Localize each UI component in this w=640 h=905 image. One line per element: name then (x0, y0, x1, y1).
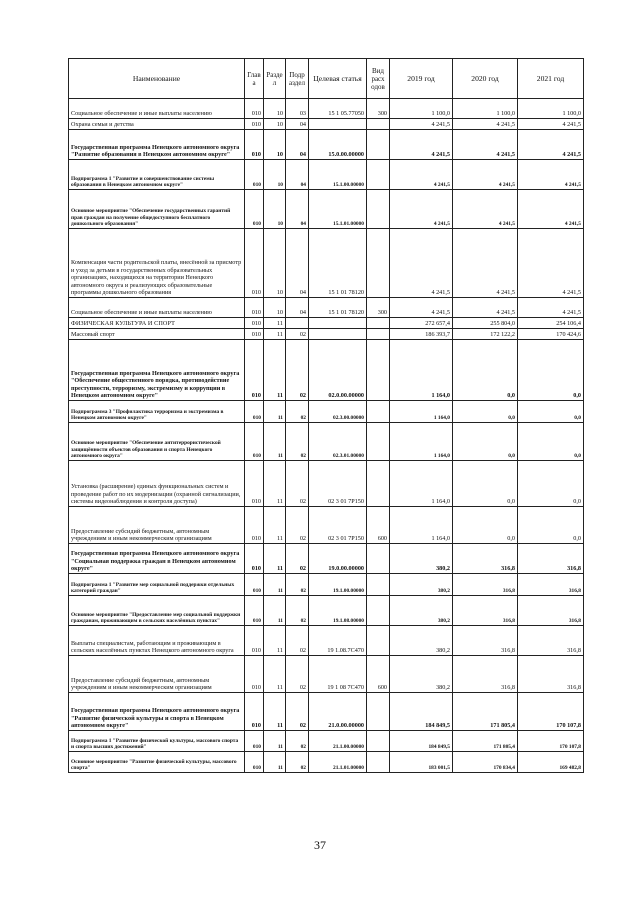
table-row (69, 544, 584, 574)
cell-podrazdel: 02 (286, 656, 309, 693)
cell-target-article: 02.3.01.00000 (309, 423, 367, 461)
cell-expense-type (367, 461, 390, 507)
cell-name: Подпрограмма 3 "Профилактика терроризма и экстремизма в Ненецком автономном округе" (69, 401, 245, 423)
cell-expense-type (367, 423, 390, 461)
cell-name: Основное мероприятие "Обеспечение государственных гарантий прав граждан на получение общедоступного бесплатного дошкольного образования" (69, 190, 245, 229)
cell-year-2019: 1 164,0 (390, 401, 453, 423)
cell-year-2019: 1 164,0 (390, 423, 453, 461)
cell-expense-type (367, 544, 390, 574)
cell-expense-type: 300 (367, 99, 390, 119)
header-year-2019: 2019 год (390, 59, 453, 99)
cell-name: Государственная программа Ненецкого автономного округа "Развитие физической культуры и спорта в Ненецком автономном округе" (69, 693, 245, 731)
cell-podrazdel: 02 (286, 574, 309, 596)
cell-year-2019: 4 241,5 (390, 190, 453, 229)
cell-target-article: 15.1.00.00000 (309, 160, 367, 190)
cell-podrazdel: 04 (286, 130, 309, 160)
cell-name: ФИЗИЧЕСКАЯ КУЛЬТУРА И СПОРТ (69, 318, 245, 329)
cell-year-2019: 380,2 (390, 596, 453, 626)
cell-glava: 010 (245, 160, 264, 190)
cell-name: Предоставление субсидий бюджетным, автономным учреждениям и иным некоммерческим организациям (69, 656, 245, 693)
cell-podrazdel (286, 318, 309, 329)
table-header-row (69, 59, 584, 99)
cell-expense-type (367, 596, 390, 626)
cell-year-2019: 1 164,0 (390, 340, 453, 401)
cell-year-2021: 0,0 (518, 423, 584, 461)
cell-podrazdel: 02 (286, 693, 309, 731)
cell-expense-type (367, 130, 390, 160)
table-row (69, 119, 584, 130)
cell-podrazdel: 04 (286, 190, 309, 229)
cell-glava: 010 (245, 507, 264, 544)
cell-glava: 010 (245, 119, 264, 130)
table-row (69, 229, 584, 298)
cell-name: Предоставление субсидий бюджетным, автономным учреждениям и иным некоммерческим организациям (69, 507, 245, 544)
cell-year-2020: 0,0 (453, 401, 518, 423)
cell-glava: 010 (245, 596, 264, 626)
cell-expense-type (367, 401, 390, 423)
cell-year-2019: 183 001,5 (390, 752, 453, 773)
table-row (69, 656, 584, 693)
cell-year-2019: 4 241,5 (390, 229, 453, 298)
table-row (69, 731, 584, 752)
cell-year-2021: 0,0 (518, 507, 584, 544)
cell-name: Государственная программа Ненецкого автономного округа "Развитие образования в Ненецком автономном округе" (69, 130, 245, 160)
cell-target-article: 02.3.00.00000 (309, 401, 367, 423)
header-year-2021: 2021 год (518, 59, 584, 99)
cell-year-2021: 254 106,4 (518, 318, 584, 329)
table-row (69, 752, 584, 773)
cell-year-2020: 316,8 (453, 596, 518, 626)
table-body (69, 99, 584, 773)
cell-glava: 010 (245, 318, 264, 329)
cell-razdel: 10 (264, 130, 286, 160)
cell-year-2019: 4 241,5 (390, 160, 453, 190)
cell-razdel: 10 (264, 99, 286, 119)
cell-glava: 010 (245, 693, 264, 731)
cell-glava: 010 (245, 423, 264, 461)
cell-podrazdel: 04 (286, 298, 309, 318)
cell-glava: 010 (245, 190, 264, 229)
cell-year-2020: 255 804,0 (453, 318, 518, 329)
cell-target-article: 21.0.00.00000 (309, 693, 367, 731)
cell-target-article: 15 1 01 78120 (309, 229, 367, 298)
cell-target-article: 21.1.00.00000 (309, 731, 367, 752)
cell-glava: 010 (245, 656, 264, 693)
table-row (69, 461, 584, 507)
cell-year-2019: 4 241,5 (390, 130, 453, 160)
page-number: 37 (314, 838, 326, 852)
cell-year-2019: 184 849,5 (390, 693, 453, 731)
cell-expense-type (367, 626, 390, 656)
cell-year-2021: 4 241,5 (518, 130, 584, 160)
header-expense-type: Вид расх одов (367, 59, 390, 99)
cell-name: Государственная программа Ненецкого автономного округа "Социальная поддержка граждан в Ненецком автономном округе" (69, 544, 245, 574)
cell-expense-type: 300 (367, 298, 390, 318)
cell-razdel: 10 (264, 119, 286, 130)
cell-expense-type (367, 119, 390, 130)
cell-expense-type (367, 340, 390, 401)
cell-name: Подпрограмма 1 "Развитие физической культуры, массового спорта и спорта высших достижений" (69, 731, 245, 752)
cell-name: Подпрограмма 1 "Развитие мер социальной поддержки отдельных категорий граждан" (69, 574, 245, 596)
cell-year-2020: 316,8 (453, 656, 518, 693)
table-row (69, 318, 584, 329)
cell-year-2021: 4 241,5 (518, 229, 584, 298)
cell-target-article (309, 329, 367, 340)
cell-target-article: 15 1 05.77050 (309, 99, 367, 119)
cell-year-2019: 380,2 (390, 626, 453, 656)
table-row (69, 329, 584, 340)
cell-year-2019: 272 657,4 (390, 318, 453, 329)
cell-year-2020: 4 241,5 (453, 160, 518, 190)
cell-year-2020: 316,8 (453, 544, 518, 574)
cell-name: Компенсация части родительской платы, внесённой за присмотр и уход за детьми в государственных образовательных организациях, находящихся на территории Ненецкого автономного округа и реализующих образовательные программы дошкольного образования (69, 229, 245, 298)
cell-podrazdel: 02 (286, 401, 309, 423)
cell-year-2020: 0,0 (453, 507, 518, 544)
cell-expense-type (367, 160, 390, 190)
cell-razdel: 11 (264, 574, 286, 596)
cell-target-article: 15.1.01.00000 (309, 190, 367, 229)
cell-razdel: 11 (264, 626, 286, 656)
cell-glava: 010 (245, 752, 264, 773)
cell-razdel: 10 (264, 160, 286, 190)
cell-podrazdel: 03 (286, 99, 309, 119)
cell-year-2021: 170 107,8 (518, 693, 584, 731)
cell-razdel: 11 (264, 318, 286, 329)
cell-year-2019: 186 393,7 (390, 329, 453, 340)
cell-podrazdel: 02 (286, 731, 309, 752)
cell-year-2020: 4 241,5 (453, 130, 518, 160)
cell-name: Социальное обеспечение и иные выплаты населению (69, 99, 245, 119)
cell-expense-type: 600 (367, 656, 390, 693)
cell-podrazdel: 04 (286, 229, 309, 298)
cell-target-article: 19 1.08.7C470 (309, 626, 367, 656)
cell-target-article (309, 119, 367, 130)
cell-year-2021: 0,0 (518, 340, 584, 401)
cell-name: Государственная программа Ненецкого автономного округа "Обеспечение общественного порядка, противодействие преступности, терроризму, экстремизму и коррупции в Ненецком автономном округе" (69, 340, 245, 401)
cell-expense-type (367, 329, 390, 340)
table-row (69, 160, 584, 190)
cell-razdel: 11 (264, 461, 286, 507)
cell-target-article: 19 1 08 7C470 (309, 656, 367, 693)
cell-glava: 010 (245, 544, 264, 574)
cell-razdel: 11 (264, 596, 286, 626)
cell-razdel: 11 (264, 329, 286, 340)
cell-name: Социальное обеспечение и иные выплаты населению (69, 298, 245, 318)
cell-year-2019: 184 849,5 (390, 731, 453, 752)
cell-year-2021: 0,0 (518, 461, 584, 507)
cell-year-2019: 1 164,0 (390, 507, 453, 544)
table-row (69, 507, 584, 544)
cell-target-article: 19.1.08.00000 (309, 596, 367, 626)
cell-year-2020: 0,0 (453, 461, 518, 507)
cell-podrazdel: 02 (286, 752, 309, 773)
cell-year-2020: 171 805,4 (453, 731, 518, 752)
cell-year-2021: 4 241,5 (518, 160, 584, 190)
cell-podrazdel: 04 (286, 119, 309, 130)
cell-razdel: 11 (264, 656, 286, 693)
cell-target-article: 02 3 01 7P150 (309, 507, 367, 544)
cell-year-2021: 170 107,8 (518, 731, 584, 752)
cell-razdel: 11 (264, 401, 286, 423)
cell-expense-type: 600 (367, 507, 390, 544)
cell-year-2019: 380,2 (390, 574, 453, 596)
cell-year-2021: 0,0 (518, 401, 584, 423)
cell-podrazdel: 02 (286, 507, 309, 544)
cell-razdel: 10 (264, 298, 286, 318)
cell-year-2020: 170 834,4 (453, 752, 518, 773)
cell-podrazdel: 02 (286, 626, 309, 656)
cell-year-2019: 380,2 (390, 544, 453, 574)
budget-table (68, 58, 584, 773)
table-row (69, 99, 584, 119)
cell-podrazdel: 02 (286, 340, 309, 401)
cell-expense-type (367, 752, 390, 773)
cell-razdel: 10 (264, 229, 286, 298)
cell-year-2021: 316,8 (518, 574, 584, 596)
header-razdel: Разде л (264, 59, 286, 99)
cell-year-2019: 4 241,5 (390, 298, 453, 318)
cell-year-2019: 1 100,0 (390, 99, 453, 119)
table-row (69, 574, 584, 596)
cell-glava: 010 (245, 340, 264, 401)
cell-name: Установка (расширение) единых функциональных систем и проведение работ по их модернизации (охранной сигнализации, системы видеонаблюдения и контроля доступа) (69, 461, 245, 507)
cell-glava: 010 (245, 130, 264, 160)
cell-year-2019: 380,2 (390, 656, 453, 693)
cell-target-article: 15 1 01 78120 (309, 298, 367, 318)
cell-year-2021: 4 241,5 (518, 190, 584, 229)
cell-year-2021: 4 241,5 (518, 298, 584, 318)
table-row (69, 298, 584, 318)
cell-name: Основное мероприятие "Развитие физической культуры, массового спорта" (69, 752, 245, 773)
cell-expense-type (367, 190, 390, 229)
cell-podrazdel: 02 (286, 461, 309, 507)
table-row (69, 340, 584, 401)
cell-target-article: 02.0.00.00000 (309, 340, 367, 401)
cell-year-2021: 4 241,5 (518, 119, 584, 130)
header-year-2020: 2020 год (453, 59, 518, 99)
cell-glava: 010 (245, 229, 264, 298)
cell-year-2021: 1 100,0 (518, 99, 584, 119)
cell-name: Подпрограмма 1 "Развитие и совершенствование системы образования в Ненецком автономном округе" (69, 160, 245, 190)
cell-razdel: 11 (264, 544, 286, 574)
cell-year-2020: 171 805,4 (453, 693, 518, 731)
cell-razdel: 11 (264, 340, 286, 401)
cell-name: Выплаты специалистам, работающим и проживающим в сельских населённых пунктах Ненецкого автономного округа (69, 626, 245, 656)
cell-year-2021: 316,8 (518, 656, 584, 693)
cell-podrazdel: 02 (286, 544, 309, 574)
cell-year-2020: 0,0 (453, 423, 518, 461)
cell-year-2020: 4 241,5 (453, 298, 518, 318)
cell-year-2020: 316,8 (453, 626, 518, 656)
table-row (69, 401, 584, 423)
header-name: Наименование (69, 59, 245, 99)
cell-expense-type (367, 229, 390, 298)
cell-glava: 010 (245, 329, 264, 340)
cell-year-2020: 4 241,5 (453, 119, 518, 130)
cell-glava: 010 (245, 401, 264, 423)
table-row (69, 130, 584, 160)
header-podrazdel: Подр аздел (286, 59, 309, 99)
cell-year-2021: 316,8 (518, 596, 584, 626)
cell-year-2021: 169 482,8 (518, 752, 584, 773)
cell-razdel: 11 (264, 693, 286, 731)
cell-year-2019: 1 164,0 (390, 461, 453, 507)
cell-razdel: 11 (264, 731, 286, 752)
cell-year-2019: 4 241,5 (390, 119, 453, 130)
cell-podrazdel: 04 (286, 160, 309, 190)
cell-glava: 010 (245, 99, 264, 119)
cell-razdel: 11 (264, 752, 286, 773)
cell-target-article: 19.1.00.00000 (309, 574, 367, 596)
cell-year-2020: 1 100,0 (453, 99, 518, 119)
cell-target-article: 21.1.01.00000 (309, 752, 367, 773)
cell-podrazdel: 02 (286, 423, 309, 461)
cell-name: Основное мероприятие "Обеспечение антитеррористической защищённости объектов образования и спорта Ненецкого автономного округа" (69, 423, 245, 461)
cell-glava: 010 (245, 574, 264, 596)
table-row (69, 626, 584, 656)
cell-year-2020: 4 241,5 (453, 229, 518, 298)
cell-target-article (309, 318, 367, 329)
table-row (69, 423, 584, 461)
cell-name: Массовый спорт (69, 329, 245, 340)
cell-podrazdel: 02 (286, 596, 309, 626)
budget-sheet (68, 58, 583, 773)
cell-year-2021: 316,8 (518, 626, 584, 656)
cell-expense-type (367, 318, 390, 329)
cell-target-article: 19.0.00.00000 (309, 544, 367, 574)
cell-year-2021: 170 424,6 (518, 329, 584, 340)
cell-razdel: 11 (264, 507, 286, 544)
cell-year-2020: 0,0 (453, 340, 518, 401)
cell-target-article: 15.0.00.00000 (309, 130, 367, 160)
table-row (69, 190, 584, 229)
header-target-article: Целевая статья (309, 59, 367, 99)
cell-name: Основное мероприятие "Предоставление мер социальной поддержки гражданам, проживающим в сельских населённых пунктах" (69, 596, 245, 626)
cell-podrazdel: 02 (286, 329, 309, 340)
cell-expense-type (367, 574, 390, 596)
cell-year-2020: 4 241,5 (453, 190, 518, 229)
cell-glava: 010 (245, 626, 264, 656)
cell-razdel: 11 (264, 423, 286, 461)
cell-expense-type (367, 731, 390, 752)
cell-razdel: 10 (264, 190, 286, 229)
cell-target-article: 02 3 01 7P150 (309, 461, 367, 507)
header-glava: Глав а (245, 59, 264, 99)
cell-expense-type (367, 693, 390, 731)
cell-glava: 010 (245, 731, 264, 752)
table-row (69, 693, 584, 731)
cell-glava: 010 (245, 461, 264, 507)
cell-name: Охрана семьи и детства (69, 119, 245, 130)
cell-year-2020: 172 122,2 (453, 329, 518, 340)
cell-year-2021: 316,8 (518, 544, 584, 574)
cell-year-2020: 316,8 (453, 574, 518, 596)
cell-glava: 010 (245, 298, 264, 318)
table-row (69, 596, 584, 626)
